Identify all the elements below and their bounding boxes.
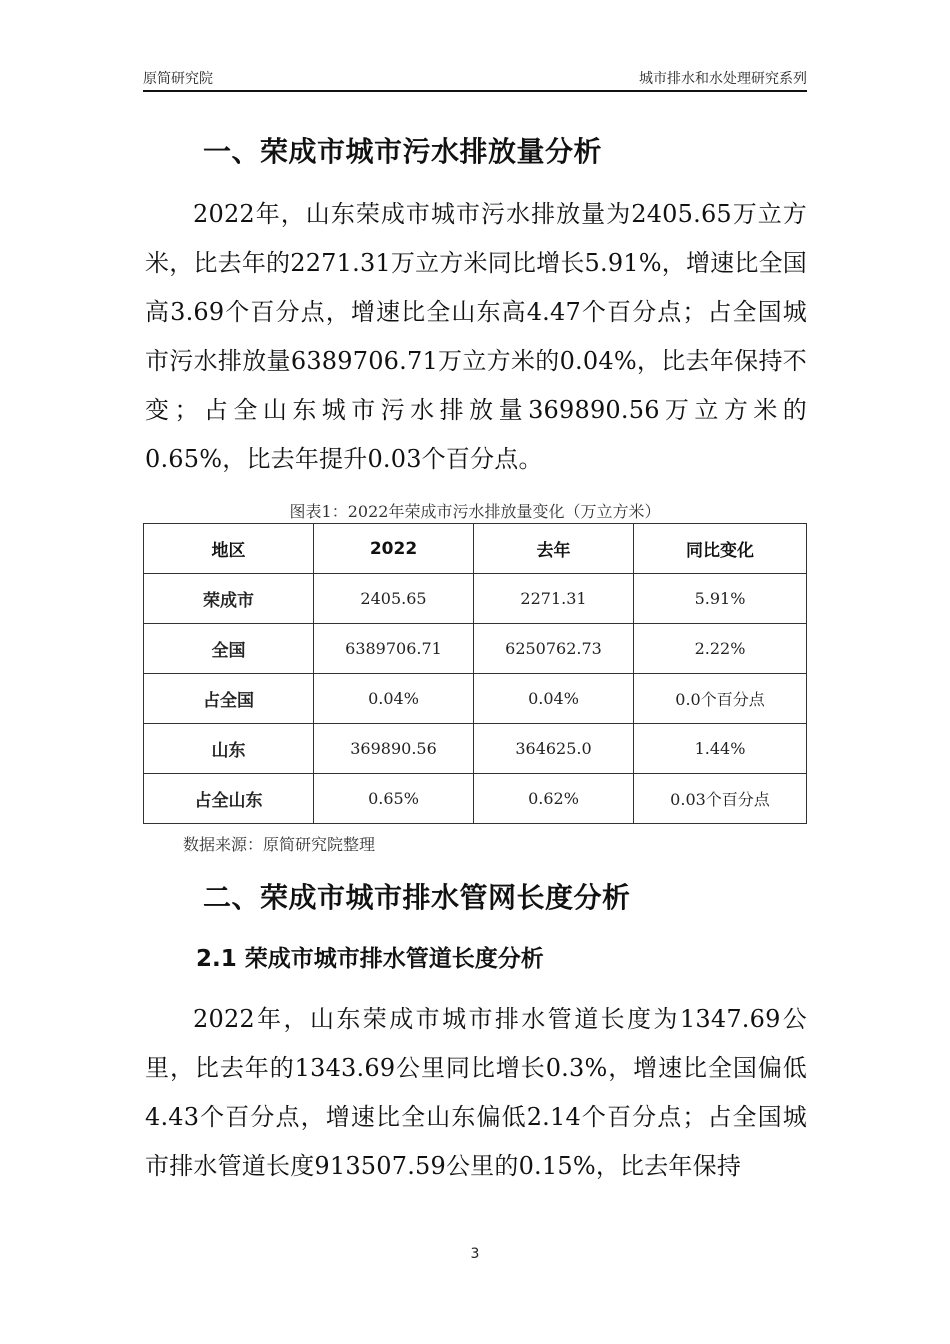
cell-last-year: 2271.31 [474,574,634,624]
table-row [144,674,807,724]
header-organization: 原简研究院 [143,71,213,87]
subsection-2-1-heading: 2.1 荣成市城市排水管道长度分析 [196,946,544,972]
cell-yoy-change: 1.44% [634,724,807,774]
column-header-region: 地区 [144,524,314,574]
cell-last-year: 364625.0 [474,724,634,774]
page-header [143,64,807,92]
table-row [144,574,807,624]
section1-heading: 一、荣成市城市污水排放量分析 [203,135,603,168]
page-number: 3 [470,1246,480,1262]
table1-source-note: 数据来源：原简研究院整理 [183,835,376,854]
header-series-title: 城市排水和水处理研究系列 [639,71,807,87]
cell-yoy-change: 0.0个百分点 [634,674,807,724]
cell-last-year: 0.62% [474,774,634,824]
table-row [144,774,807,824]
table-row [144,624,807,674]
table1-emission-table [143,523,807,824]
section2-paragraph: 2022年，山东荣成市城市排水管道长度为1347.69公里，比去年的1343.69公里同比增长0.3%，增速比全国偏低4.43个百分点，增速比全山东偏低2.14个百分点；占全国城市排水管道长度913507.59公里的0.15%，比去年保持 [145,1005,807,1180]
column-header-2022: 2022 [314,524,474,574]
table-row [144,724,807,774]
row-label: 占全国 [144,674,314,724]
row-label: 全国 [144,624,314,674]
row-label: 荣成市 [144,574,314,624]
section1-paragraph: 2022年，山东荣成市城市污水排放量为2405.65万立方米，比去年的2271.31万立方米同比增长5.91%，增速比全国高3.69个百分点，增速比全山东高4.47个百分点；占全国城市污水排放量6389706.71万立方米的0.04%，比去年保持不变；占全山东城市污水排放量369890.56万立方米的0.65%，比去年提升0.03个百分点。 [145,200,807,473]
cell-2022: 0.65% [314,774,474,824]
cell-2022: 0.04% [314,674,474,724]
row-label: 山东 [144,724,314,774]
column-header-yoy-change: 同比变化 [634,524,807,574]
cell-yoy-change: 0.03个百分点 [634,774,807,824]
cell-2022: 2405.65 [314,574,474,624]
column-header-last-year: 去年 [474,524,634,574]
cell-last-year: 6250762.73 [474,624,634,674]
cell-2022: 6389706.71 [314,624,474,674]
table-header-row [144,524,807,574]
cell-yoy-change: 2.22% [634,624,807,674]
cell-yoy-change: 5.91% [634,574,807,624]
cell-last-year: 0.04% [474,674,634,724]
cell-2022: 369890.56 [314,724,474,774]
table1-caption: 图表1：2022年荣成市污水排放量变化（万立方米） [289,502,661,521]
row-label: 占全山东 [144,774,314,824]
section2-heading: 二、荣成市城市排水管网长度分析 [203,881,631,914]
